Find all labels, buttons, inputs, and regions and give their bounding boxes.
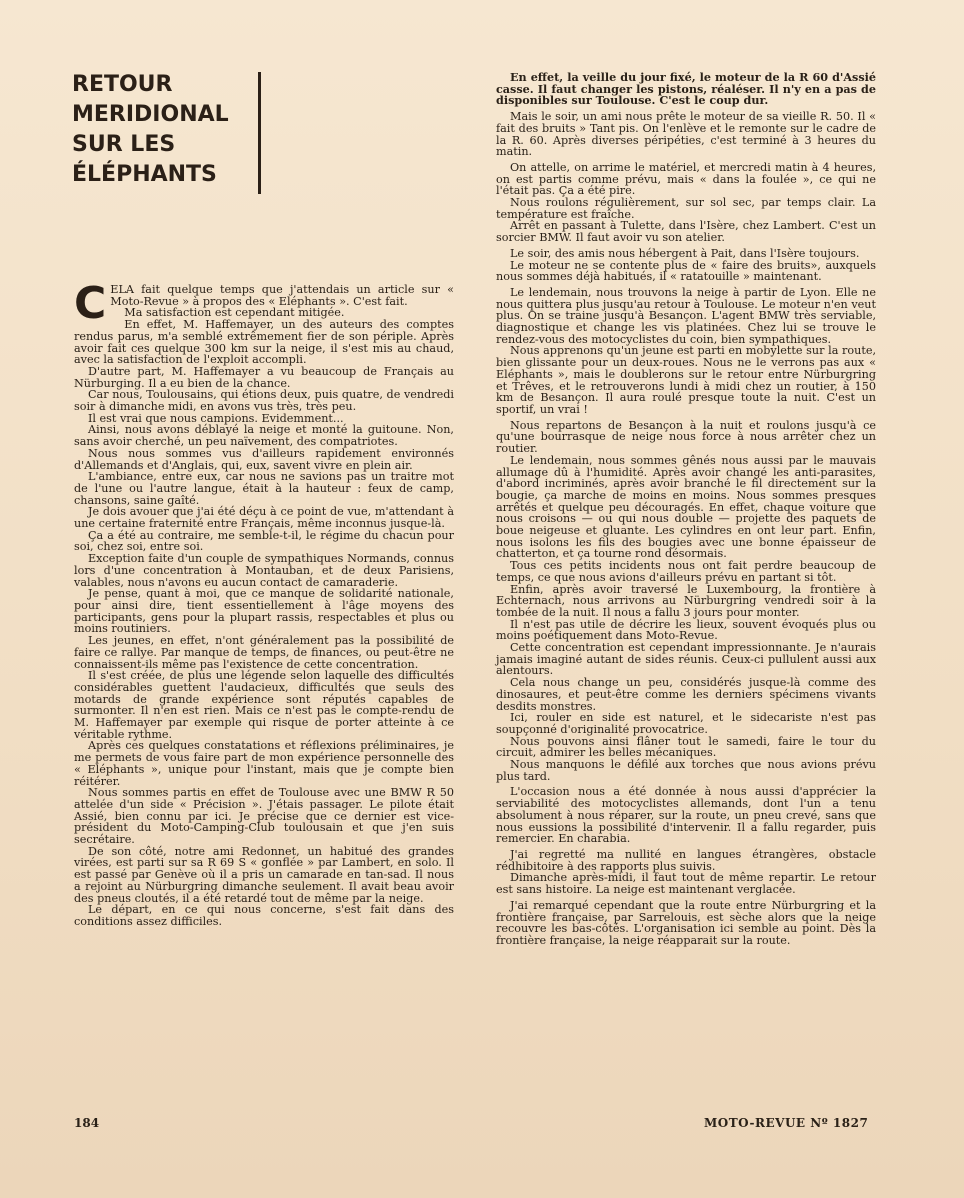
left-column bbox=[74, 278, 454, 928]
paragraph: Le moteur ne se contente plus de « faire des bruits», auxquels nous sommes déjà habitués, il « ratatouille » maintenant. bbox=[496, 258, 876, 284]
page-number: 184 bbox=[74, 1116, 100, 1130]
magazine-issue: MOTO-REVUE Nº 1827 bbox=[704, 1116, 869, 1130]
paragraph: D'autre part, M. Haffemayer a vu beaucoup de Français au Nürburging. Il a eu bien de la chance. bbox=[74, 364, 454, 390]
paragraph: En effet, M. Haffemayer, un des auteurs des comptes rendus parus, m'a semblé extrêmement fier de son périple. Après avoir fait ces quelque 300 km sur la neige, il s'est mis au chaud, avec la satisfaction de l'exploit accompli. bbox=[74, 318, 454, 367]
paragraph: Nous repartons de Besançon à la nuit et roulons jusqu'à ce qu'une bourrasque de neige nous force à nous arrêter chez un routier. bbox=[496, 418, 876, 456]
paragraph: Dimanche après-midi, il faut tout de même repartir. Le retour est sans histoire. La neige est maintenant verglacée. bbox=[496, 871, 876, 897]
paragraph: Je dois avouer que j'ai été déçu à ce point de vue, m'attendant à une certaine fraternité entre Français, même inconnus jusque-là. bbox=[74, 505, 454, 531]
right-column bbox=[496, 72, 876, 947]
paragraph: Ainsi, nous avons déblayé la neige et monté la guitoune. Non, sans avoir cherché, un peu naïvement, des compatriotes. bbox=[74, 423, 454, 449]
paragraph: Le départ, en ce qui nous concerne, s'est fait dans des conditions assez difficiles. bbox=[74, 903, 454, 928]
title-divider bbox=[258, 72, 261, 194]
paragraph: Enfin, après avoir traversé le Luxembourg, la frontière à Echternach, nous arrivons au Nürburgring vendredi soir à la tombée de la nuit. Il nous a fallu 3 jours pour monter. bbox=[496, 582, 876, 619]
paragraph: Je pense, quant à moi, que ce manque de solidarité nationale, pour ainsi dire, tient essentiellement à l'âge moyens des participants, gens pour la plupart rassis, respectables et plus ou moins routiniers. bbox=[74, 587, 454, 636]
paragraph: Cette concentration est cependant impressionnante. Je n'aurais jamais imaginé autant de sides réunis. Ceux-ci pullulent aussi aux alentours. bbox=[496, 641, 876, 678]
title-line: RETOUR bbox=[72, 72, 173, 97]
paragraph: J'ai regretté ma nullité en langues étrangères, obstacle rédhibitoire à des rapports plus suivis. bbox=[496, 848, 876, 873]
paragraph: Tous ces petits incidents nous ont fait perdre beaucoup de temps, ce que nous avions d'ailleurs prévu en partant si tôt. bbox=[496, 559, 876, 584]
paragraph: Après ces quelques constatations et réflexions préliminaires, je me permets de vous faire part de mon expérience personnelle des « Eléphants », unique pour l'instant, mais que je compte bien réitérer. bbox=[74, 739, 454, 788]
paragraph: De son côté, notre ami Redonnet, un habitué des grandes virées, est parti sur sa R 69 S « gonflée » par Lambert, en solo. Il est passé par Genève où il a pris un camarade en tan-sad. Il nous a rejoint au Nürburgring dimanche seulement. Il avait beau avoir des pneus cloutés, il a été retardé tout de même par la neige. bbox=[74, 844, 454, 905]
title-line: MERIDIONAL bbox=[72, 102, 229, 127]
paragraph: Ça a été au contraire, me semble-t-il, le régime du chacun pour soi, chez soi, entre soi. bbox=[74, 528, 454, 554]
paragraph: Le soir, des amis nous hébergent à Pait, dans l'Isère toujours. bbox=[510, 246, 860, 260]
paragraph: Cela nous change un peu, considérés jusque-là comme des dinosaures, et peut-être comme les derniers spécimens vivants desdits monstres. bbox=[496, 676, 876, 713]
paragraph: Le lendemain, nous sommes gênés nous aussi par le mauvais allumage dû à l'humidité. Après avoir changé les anti-parasites, d'abord incriminés, après avoir branché le fil directement sur la bougie, ça marche de moins en moins. Nous sommes presques arrêtés et quelque peu découragés. En effet, chaque voiture que nous croisons — ou qui nous double — projette des paquets de boue neigeuse et gluante. Les cylindres en ont leur part. Enfin, nous isolons les fils des bougies avec une bonne épaisseur de chatterton, et ça tourne rond désormais. bbox=[496, 453, 876, 561]
paragraph: Ici, rouler en side est naturel, et le sidecariste n'est pas soupçonné d'originalité provocatrice. bbox=[496, 711, 876, 736]
title-line: ÉLÉPHANTS bbox=[72, 162, 217, 187]
paragraph: J'ai remarqué cependant que la route entre Nürburgring et la frontière française, par Sarrelouis, est sèche alors que la neige recouvre les bas-côtés. L'organisation ici semble au point. Dès la frontière française, la neige réapparait sur la route. bbox=[496, 898, 876, 947]
paragraph: Nous sommes partis en effet de Toulouse avec une BMW R 50 attelée d'un side « Précision ». J'étais passager. Le pilote était Assié, bien connu par ici. Je précise que ce dernier est vice-président du Moto-Camping-Club toulousain et que j'en suis secrétaire. bbox=[74, 786, 454, 847]
paragraph: On attelle, on arrime le matériel, et mercredi matin à 4 heures, on est partis comme prévu, mais « dans la foulée », ce qui ne l'était pas. Ça a été pire. bbox=[496, 160, 876, 198]
paragraph: Nous manquons le défilé aux torches que nous avions prévu plus tard. bbox=[496, 758, 876, 783]
paragraph: Nous pouvons ainsi flâner tout le samedi, faire le tour du circuit, admirer les belles mécaniques. bbox=[496, 734, 876, 760]
paragraph: Il s'est créée, de plus une légende selon laquelle des difficultés considérables guettent l'audacieux, difficultés que seuls des motards de grande expérience sont réputés capables de surmonter. Il n'en est rien. Mais ce n'est pas le compte-rendu de M. Haffemayer par exemple qui risque de porter atteinte à ce véritable rythme. bbox=[74, 669, 454, 741]
paragraph: Le lendemain, nous trouvons la neige à partir de Lyon. Elle ne nous quittera plus jusqu'au retour à Toulouse. Le moteur n'en veut plus. On se traine jusqu'à Besançon. L'agent BMW très serviable, diagnostique et change les vis platinées. Chez lui se trouve le rendez-vous des motocyclistes du coin, bien sympathiques. bbox=[496, 285, 876, 346]
paragraph: Arrêt en passant à Tulette, dans l'Isère, chez Lambert. C'est un sorcier BMW. Il faut avoir vu son atelier. bbox=[496, 219, 876, 245]
paragraph: Nous nous sommes vus d'ailleurs rapidement environnés d'Allemands et d'Anglais, qui, eux, savent vivre en plein air. bbox=[74, 446, 454, 472]
paragraph: L'ambiance, entre eux, car nous ne savions pas un traitre mot de l'une ou l'autre langue, était à la hauteur : feux de camp, chansons, saine gaîté. bbox=[74, 470, 454, 507]
paragraph: Nous roulons régulièrement, sur sol sec, par temps clair. La température est fraîche. bbox=[496, 196, 876, 221]
paragraph: Mais le soir, un ami nous prête le moteur de sa vieille R. 50. Il « fait des bruits » Tant pis. On l'enlève et le remonte sur le cadre de la R. 60. Après diverses péripéties, c'est terminé à 3 heures du matin. bbox=[496, 110, 876, 159]
paragraph: Il n'est pas utile de décrire les lieux, souvent évoqués plus ou moins poétiquement dans Moto-Revue. bbox=[496, 617, 876, 643]
paragraph: En effet, la veille du jour fixé, le moteur de la R 60 d'Assié casse. Il faut changer les pistons, réaléser. Il n'y en a pas de disponibles sur Toulouse. C'est le coup dur. bbox=[496, 70, 876, 108]
drop-cap: C bbox=[74, 278, 107, 329]
paragraph: Il est vrai que nous campions. Evidemment... bbox=[88, 411, 344, 425]
paragraph: L'occasion nous a été donnée à nous aussi d'apprécier la serviabilité des motocyclistes allemands, dont l'un a tenu absolument à nous réparer, sur la route, un pneu crevé, sans que nous eussions la possibilité d'intervenir. Il a fallu regarder, puis remercier. En charabia. bbox=[496, 785, 876, 846]
paragraph: Car nous, Toulousains, qui étions deux, puis quatre, de vendredi soir à dimanche midi, en avons vus très, très peu. bbox=[74, 388, 454, 414]
paragraph-text: ELA fait quelque temps que j'attendais un article sur « Moto-Revue » à propos des « Eléphants ». C'est fait. bbox=[110, 283, 454, 308]
title-line: SUR LES bbox=[72, 132, 176, 157]
paragraph: Les jeunes, en effet, n'ont généralement pas la possibilité de faire ce rallye. Par manque de temps, de finances, ou peut-être ne connaissent-ils même pas l'existence de cette concentration. bbox=[74, 634, 454, 671]
paragraph: Exception faite d'un couple de sympathiques Normands, connus lors d'une concentration à Montauban, et de deux Parisiens, valables, nous n'avons eu aucun contact de camaraderie. bbox=[74, 552, 454, 589]
paragraph: Nous apprenons qu'un jeune est parti en mobylette sur la route, bien glissante pour un deux-roues. Nous ne le verrons pas aux « Eléphants », mais le doublerons sur le retour entre Nürburgring et Trêves, et le retrouverons lundi à midi chez un routier, à 150 km de Besançon. Il aura roulé presque toute la nuit. C'est un sportif, un vrai ! bbox=[496, 344, 876, 416]
paragraph: Ma satisfaction est cependant mitigée. bbox=[124, 306, 345, 320]
article-title bbox=[72, 70, 252, 190]
